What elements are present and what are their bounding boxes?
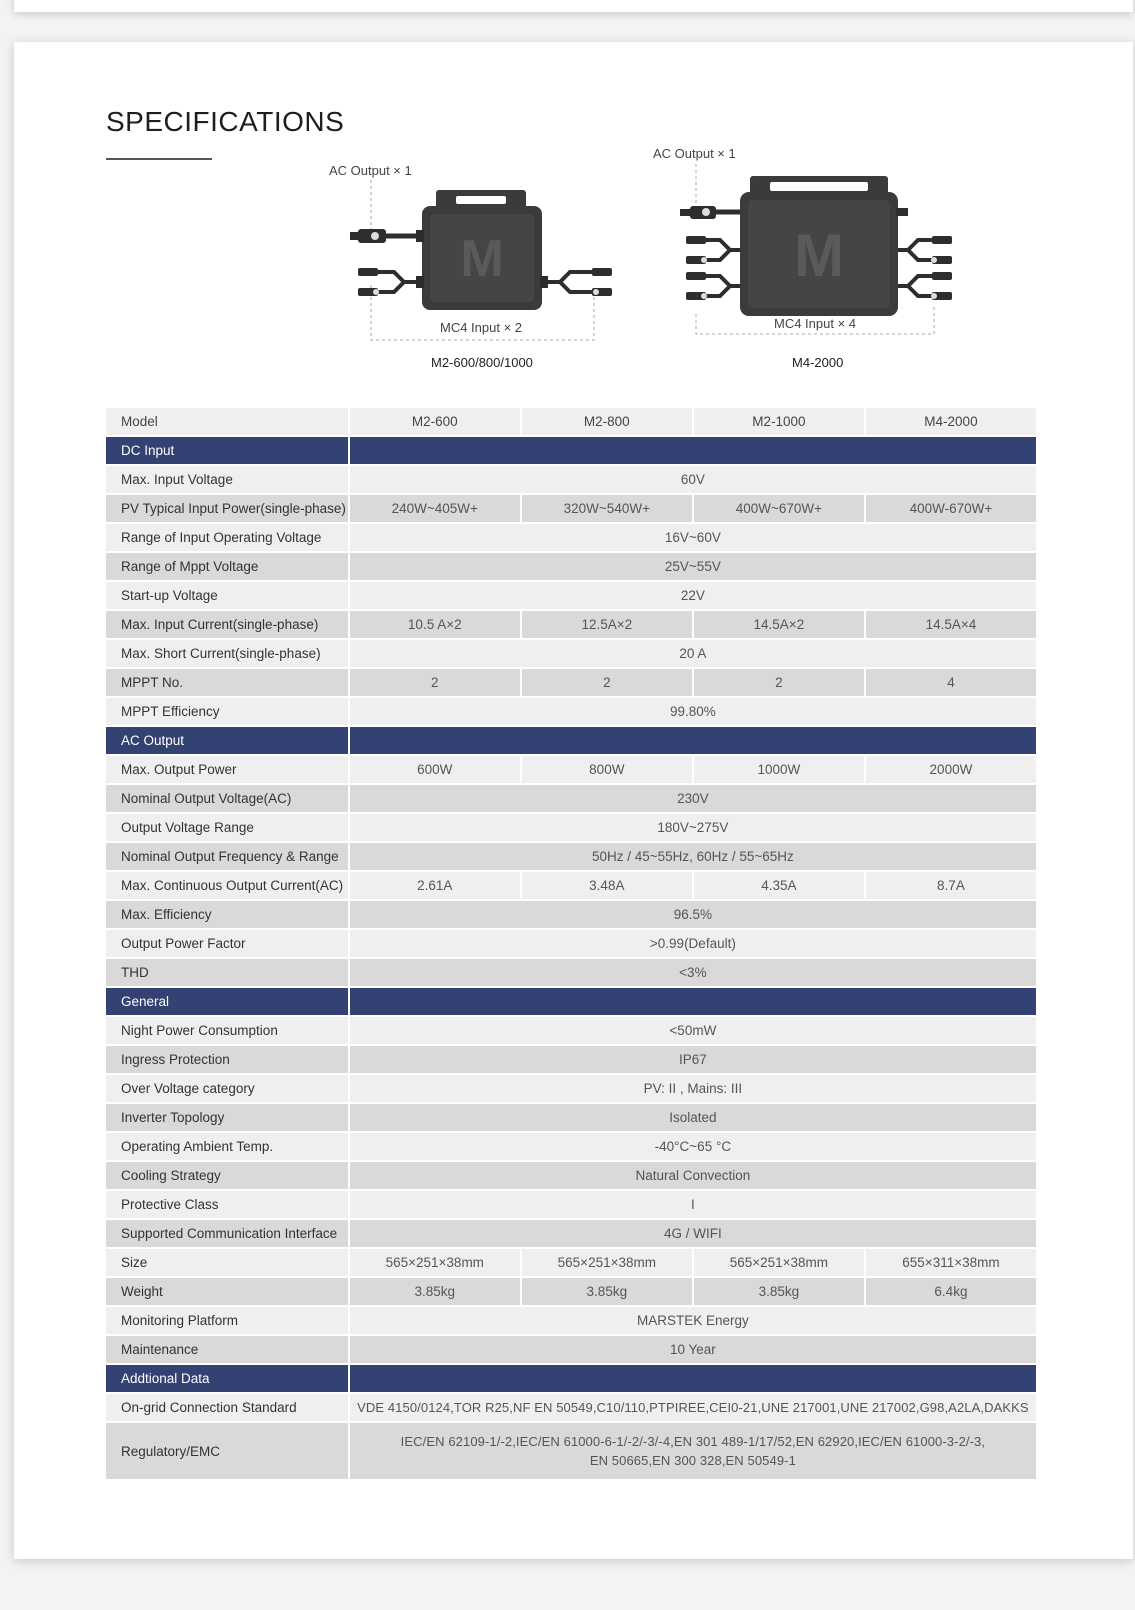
- spec-label: Weight: [106, 1278, 350, 1307]
- spec-label: Over Voltage category: [106, 1075, 350, 1104]
- spec-row-max-output-power: [106, 756, 1038, 785]
- spec-row-start-up-voltage: [106, 582, 1038, 611]
- section-row-dc-input: [106, 437, 1038, 466]
- spec-value: 565×251×38mm: [522, 1249, 694, 1278]
- spec-row-mppt-no: [106, 669, 1038, 698]
- spec-value: 600W: [350, 756, 522, 785]
- spec-label: MPPT No.: [106, 669, 350, 698]
- spec-value: <3%: [350, 959, 1038, 988]
- spec-row-weight: [106, 1278, 1038, 1307]
- spec-value: 320W~540W+: [522, 495, 694, 524]
- spec-value: 6.4kg: [866, 1278, 1038, 1307]
- header-model-cell: M2-800: [522, 408, 694, 437]
- header-label-cell: Model: [106, 408, 350, 437]
- spec-value: 400W-670W+: [866, 495, 1038, 524]
- spec-value: -40°C~65 °C: [350, 1133, 1038, 1162]
- section-row-general: [106, 988, 1038, 1017]
- section-row-addtional-data: [106, 1365, 1038, 1394]
- spec-value: 655×311×38mm: [866, 1249, 1038, 1278]
- spec-label: Cooling Strategy: [106, 1162, 350, 1191]
- spec-value: 230V: [350, 785, 1038, 814]
- spec-value: 99.80%: [350, 698, 1038, 727]
- spec-row-night-power-consumption: [106, 1017, 1038, 1046]
- spec-label: Output Power Factor: [106, 930, 350, 959]
- spec-row-monitoring-platform: [106, 1307, 1038, 1336]
- table-header-row: [106, 408, 1038, 437]
- section-bar: [350, 1365, 1038, 1394]
- spec-row-on-grid-connection-standard: [106, 1394, 1038, 1423]
- ac-output-label-m4: AC Output × 1: [653, 146, 736, 161]
- spec-value: 400W~670W+: [694, 495, 866, 524]
- spec-value: 565×251×38mm: [694, 1249, 866, 1278]
- spec-value: <50mW: [350, 1017, 1038, 1046]
- spec-label: Range of Mppt Voltage: [106, 553, 350, 582]
- spec-value: 2: [694, 669, 866, 698]
- spec-value: 8.7A: [866, 872, 1038, 901]
- spec-label: Max. Input Current(single-phase): [106, 611, 350, 640]
- ac-output-label-m2: AC Output × 1: [329, 163, 412, 178]
- spec-value: VDE 4150/0124,TOR R25,NF EN 50549,C10/110,PTPIREE,CEI0-21,UNE 217001,UNE 217002,G98,A2LA,DAKKS: [350, 1394, 1038, 1423]
- section-title: Addtional Data: [106, 1365, 350, 1394]
- section-title: General: [106, 988, 350, 1017]
- spec-row-range-of-mppt-voltage: [106, 553, 1038, 582]
- spec-row-range-of-input-operating-voltage: [106, 524, 1038, 553]
- spec-row-max-input-current-single-phase: [106, 611, 1038, 640]
- spec-label: Max. Continuous Output Current(AC): [106, 872, 350, 901]
- spec-value: 2.61A: [350, 872, 522, 901]
- mc4-input-label-m4: MC4 Input × 4: [774, 316, 857, 331]
- spec-label: Max. Output Power: [106, 756, 350, 785]
- spec-value: 10 Year: [350, 1336, 1038, 1365]
- spec-label: Output Voltage Range: [106, 814, 350, 843]
- spec-row-over-voltage-category: [106, 1075, 1038, 1104]
- spec-value: 16V~60V: [350, 524, 1038, 553]
- section-row-ac-output: [106, 727, 1038, 756]
- spec-value: 3.48A: [522, 872, 694, 901]
- spec-value: MARSTEK Energy: [350, 1307, 1038, 1336]
- spec-value: [350, 1423, 1038, 1481]
- spec-value: 800W: [522, 756, 694, 785]
- title-underline: [106, 158, 212, 160]
- spec-label: Nominal Output Frequency & Range: [106, 843, 350, 872]
- spec-value: 25V~55V: [350, 553, 1038, 582]
- specifications-table: [106, 408, 1038, 1481]
- spec-label: Max. Efficiency: [106, 901, 350, 930]
- spec-value: >0.99(Default): [350, 930, 1038, 959]
- spec-value: 14.5A×2: [694, 611, 866, 640]
- spec-label: Regulatory/EMC: [106, 1423, 350, 1481]
- spec-value: 240W~405W+: [350, 495, 522, 524]
- spec-value: 10.5 A×2: [350, 611, 522, 640]
- m4-caption: M4-2000: [792, 355, 844, 370]
- spec-label: On-grid Connection Standard: [106, 1394, 350, 1423]
- spec-label: Supported Communication Interface: [106, 1220, 350, 1249]
- spec-label: Maintenance: [106, 1336, 350, 1365]
- spec-label: THD: [106, 959, 350, 988]
- spec-label: Operating Ambient Temp.: [106, 1133, 350, 1162]
- spec-value: Natural Convection: [350, 1162, 1038, 1191]
- spec-value: PV: II , Mains: III: [350, 1075, 1038, 1104]
- spec-label: Monitoring Platform: [106, 1307, 350, 1336]
- spec-value: Isolated: [350, 1104, 1038, 1133]
- header-model-cell: M4-2000: [866, 408, 1038, 437]
- spec-label: Protective Class: [106, 1191, 350, 1220]
- spec-value-line: EN 50665,EN 300 328,EN 50549-1: [589, 1453, 796, 1468]
- spec-row-maintenance: [106, 1336, 1038, 1365]
- spec-row-max-short-current-single-phase: [106, 640, 1038, 669]
- spec-row-thd: [106, 959, 1038, 988]
- spec-row-nominal-output-frequency-range: [106, 843, 1038, 872]
- spec-value: 60V: [350, 466, 1038, 495]
- spec-value: 3.85kg: [694, 1278, 866, 1307]
- spec-value: 2000W: [866, 756, 1038, 785]
- spec-row-output-power-factor: [106, 930, 1038, 959]
- spec-row-mppt-efficiency: [106, 698, 1038, 727]
- spec-label: Start-up Voltage: [106, 582, 350, 611]
- spec-row-protective-class: [106, 1191, 1038, 1220]
- section-bar: [350, 437, 1038, 466]
- section-bar: [350, 727, 1038, 756]
- previous-section-card: [14, 0, 1133, 12]
- spec-value: I: [350, 1191, 1038, 1220]
- spec-value: 1000W: [694, 756, 866, 785]
- mc4-input-label-m2: MC4 Input × 2: [440, 320, 523, 335]
- section-title: AC Output: [106, 727, 350, 756]
- spec-value: 4.35A: [694, 872, 866, 901]
- spec-value: IP67: [350, 1046, 1038, 1075]
- spec-row-pv-typical-input-power-single-phase: [106, 495, 1038, 524]
- spec-label: MPPT Efficiency: [106, 698, 350, 727]
- spec-value: 4: [866, 669, 1038, 698]
- spec-value: 3.85kg: [350, 1278, 522, 1307]
- header-model-cell: M2-1000: [694, 408, 866, 437]
- spec-value: 3.85kg: [522, 1278, 694, 1307]
- spec-label: Max. Short Current(single-phase): [106, 640, 350, 669]
- specifications-card: [14, 42, 1133, 1559]
- spec-value: 50Hz / 45~55Hz, 60Hz / 55~65Hz: [350, 843, 1038, 872]
- spec-row-ingress-protection: [106, 1046, 1038, 1075]
- spec-label: Size: [106, 1249, 350, 1278]
- spec-row-size: [106, 1249, 1038, 1278]
- spec-row-max-input-voltage: [106, 466, 1038, 495]
- spec-row-supported-communication-interface: [106, 1220, 1038, 1249]
- spec-label: Range of Input Operating Voltage: [106, 524, 350, 553]
- spec-row-nominal-output-voltage-ac: [106, 785, 1038, 814]
- spec-value: 22V: [350, 582, 1038, 611]
- spec-value: 2: [350, 669, 522, 698]
- m4-logo: M: [794, 222, 844, 289]
- m2-logo: M: [460, 230, 504, 288]
- spec-label: Ingress Protection: [106, 1046, 350, 1075]
- spec-value-line: IEC/EN 62109-1/-2,IEC/EN 61000-6-1/-2/-3/-4,EN 301 489-1/17/52,EN 62920,IEC/EN 61000-3-2/-3,: [400, 1434, 986, 1449]
- spec-row-operating-ambient-temp: [106, 1133, 1038, 1162]
- header-model-cell: M2-600: [350, 408, 522, 437]
- spec-row-max-efficiency: [106, 901, 1038, 930]
- spec-value: 565×251×38mm: [350, 1249, 522, 1278]
- section-title: DC Input: [106, 437, 350, 466]
- spec-label: Night Power Consumption: [106, 1017, 350, 1046]
- spec-value: 180V~275V: [350, 814, 1038, 843]
- spec-value: 2: [522, 669, 694, 698]
- spec-value: 12.5A×2: [522, 611, 694, 640]
- spec-row-inverter-topology: [106, 1104, 1038, 1133]
- spec-value: 14.5A×4: [866, 611, 1038, 640]
- spec-row-max-continuous-output-current-ac: [106, 872, 1038, 901]
- spec-label: Max. Input Voltage: [106, 466, 350, 495]
- spec-row-regulatory-emc: [106, 1423, 1038, 1481]
- spec-label: Nominal Output Voltage(AC): [106, 785, 350, 814]
- section-bar: [350, 988, 1038, 1017]
- spec-value: 20 A: [350, 640, 1038, 669]
- spec-value: 4G / WIFI: [350, 1220, 1038, 1249]
- spec-value: 96.5%: [350, 901, 1038, 930]
- page-title: SPECIFICATIONS: [106, 106, 345, 137]
- spec-row-output-voltage-range: [106, 814, 1038, 843]
- spec-label: Inverter Topology: [106, 1104, 350, 1133]
- spec-row-cooling-strategy: [106, 1162, 1038, 1191]
- spec-label: PV Typical Input Power(single-phase): [106, 495, 350, 524]
- m2-caption: M2-600/800/1000: [431, 355, 533, 370]
